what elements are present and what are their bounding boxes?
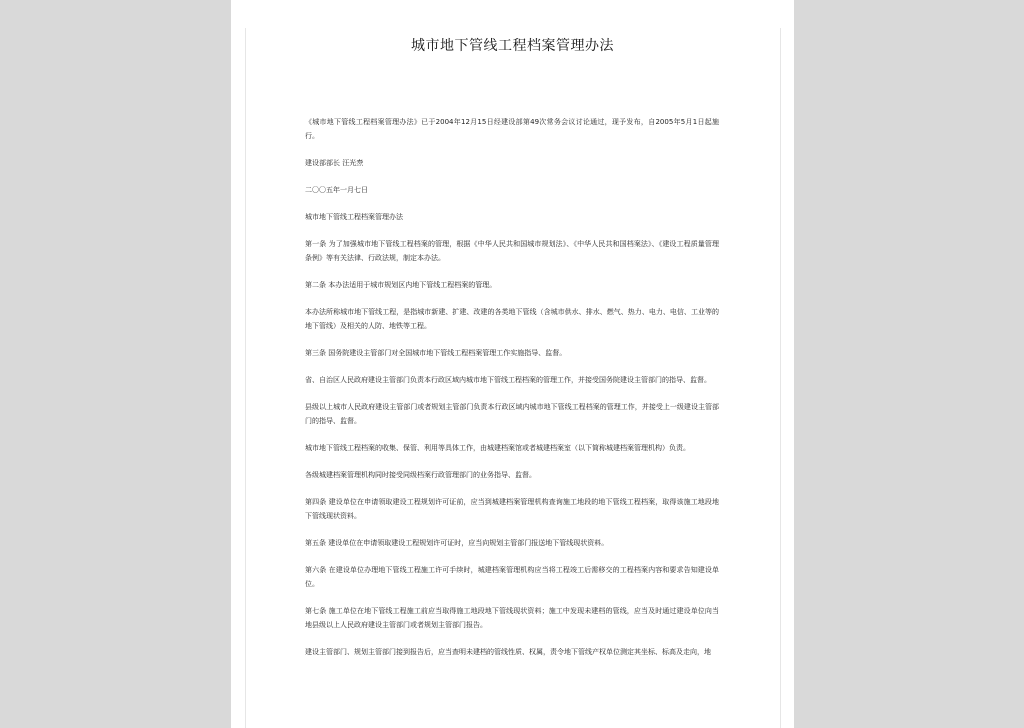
paragraph-article-6: 第六条 在建设单位办理地下管线工程施工许可手续时，城建档案管理机构应当将工程竣工后需移交的工程档案内容和要求告知建设单位。 bbox=[305, 566, 719, 588]
document-body bbox=[305, 115, 719, 672]
page-margin-line-left bbox=[245, 28, 246, 728]
paragraph-article-2: 第二条 本办法适用于城市规划区内地下管线工程档案的管理。 bbox=[305, 281, 497, 289]
paragraph-subtitle: 城市地下管线工程档案管理办法 bbox=[305, 213, 403, 221]
paragraph-intro: 《城市地下管线工程档案管理办法》已于2004年12月15日经建设部第49次常务会议讨论通过，现予发布，自2005年5月1日起施行。 bbox=[305, 118, 719, 140]
paragraph-definition: 本办法所称城市地下管线工程，是指城市新建、扩建、改建的各类地下管线（含城市供水、排水、燃气、热力、电力、电信、工业等的地下管线）及相关的人防、地铁等工程。 bbox=[305, 308, 719, 330]
paragraph-article-4: 第四条 建设单位在申请领取建设工程规划许可证前，应当到城建档案管理机构查询施工地段的地下管线工程档案，取得该施工地段地下管线现状资料。 bbox=[305, 498, 719, 520]
paragraph-signatory: 建设部部长 汪光焘 bbox=[305, 159, 364, 167]
paragraph-date: 二〇〇五年一月七日 bbox=[305, 186, 368, 194]
paragraph-county: 县级以上城市人民政府建设主管部门或者规划主管部门负责本行政区域内城市地下管线工程档案的管理工作，并接受上一级建设主管部门的指导、监督。 bbox=[305, 403, 719, 425]
paragraph-archive-supervision: 各级城建档案管理机构同时接受同级档案行政管理部门的业务指导、监督。 bbox=[305, 471, 536, 479]
paragraph-article-7: 第七条 施工单位在地下管线工程施工前应当取得施工地段地下管线现状资料；施工中发现未建档的管线，应当及时通过建设单位向当地县级以上人民政府建设主管部门或者规划主管部门报告。 bbox=[305, 607, 719, 629]
paragraph-archive-work: 城市地下管线工程档案的收集、保管、利用等具体工作，由城建档案馆或者城建档案室（以下简称城建档案管理机构）负责。 bbox=[305, 444, 690, 452]
paragraph-report-handling: 建设主管部门、规划主管部门接到报告后，应当查明未建档的管线性质、权属，责令地下管线产权单位测定其坐标、标高及走向，地 bbox=[305, 648, 711, 656]
paragraph-article-3: 第三条 国务院建设主管部门对全国城市地下管线工程档案管理工作实施指导、监督。 bbox=[305, 349, 567, 357]
paragraph-article-1: 第一条 为了加强城市地下管线工程档案的管理，根据《中华人民共和国城市规划法》、《中华人民共和国档案法》、《建设工程质量管理条例》等有关法律、行政法规，制定本办法。 bbox=[305, 240, 719, 262]
paragraph-article-5: 第五条 建设单位在申请领取建设工程规划许可证时，应当向规划主管部门报送地下管线现状资料。 bbox=[305, 539, 609, 547]
document-title: 城市地下管线工程档案管理办法 bbox=[411, 38, 614, 54]
paragraph-provincial: 省、自治区人民政府建设主管部门负责本行政区域内城市地下管线工程档案的管理工作，并接受国务院建设主管部门的指导、监督。 bbox=[305, 376, 711, 384]
page-margin-line-right bbox=[780, 28, 781, 728]
document-page bbox=[231, 0, 794, 728]
